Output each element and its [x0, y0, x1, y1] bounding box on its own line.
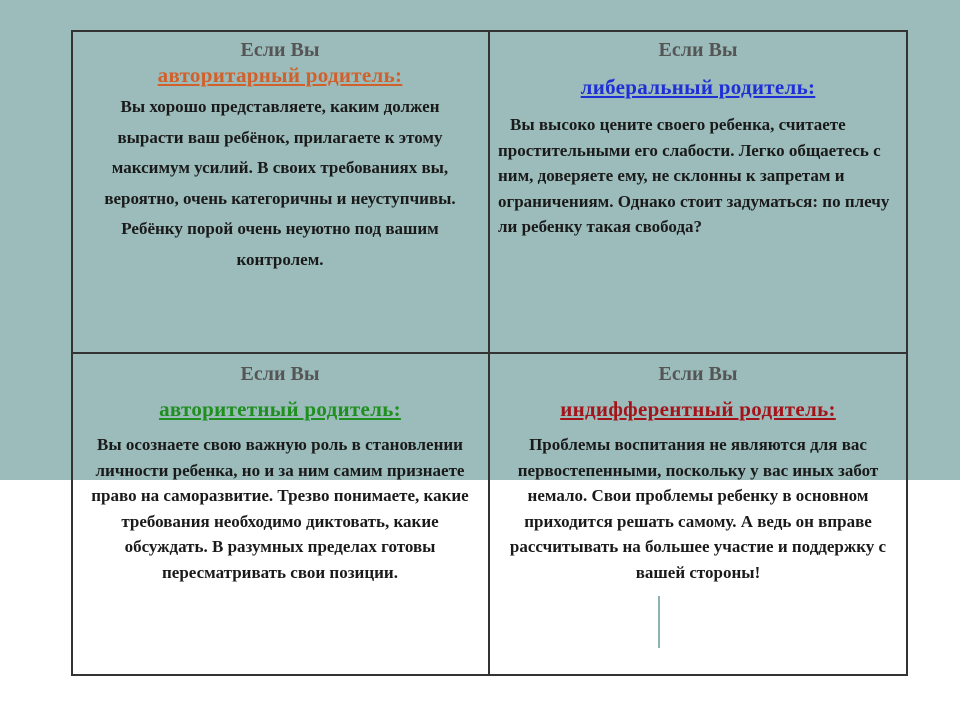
table-horizontal-divider [71, 352, 908, 354]
cell-description: Проблемы воспитания не являются для вас первостепенными, поскольку у вас иных забот немало. Свои проблемы ребенку в основном приходится решать самому. А ведь он вправе рассчитывать на большее участие и поддержку с вашей стороны! [509, 435, 887, 582]
cell-description: Вы осознаете свою важную роль в становлении личности ребенка, но и за ним самим признаете право на саморазвитие. Трезво понимаете, какие требования необходимо диктовать, какие обсуждать. В разумных пределах готовы пересматривать свои позиции. [91, 435, 469, 582]
cell-intro: Если Вы [240, 363, 320, 385]
cell-authoritative-parent [75, 362, 485, 585]
cell-intro: Если Вы [658, 363, 738, 385]
cell-intro: Если Вы [240, 39, 320, 61]
cell-description: Вы хорошо представляете, каким должен вырасти ваш ребёнок, прилагаете к этому максимум усилий. В своих требованиях вы, вероятно, очень категоричны и неуступчивы. Ребёнку порой очень неуютно под вашим контролем. [104, 97, 456, 269]
cell-liberal-parent [492, 38, 904, 240]
parent-type-title: авторитарный родитель: [157, 63, 403, 87]
parent-type-title: либеральный родитель: [580, 75, 816, 99]
cell-authoritarian-parent [75, 38, 485, 275]
parent-type-title: индифферентный родитель: [560, 397, 836, 421]
decorative-line [658, 596, 660, 648]
cell-description: Вы высоко цените своего ребенка, считаете простительными его слабости. Легко общаетесь с ним, доверяете ему, не склонны к запретам и ограничениям. Однако стоит задуматься: по плечу ли ребенку такая свобода? [498, 115, 890, 236]
cell-indifferent-parent [492, 362, 904, 585]
parent-type-title: авторитетный родитель: [159, 397, 401, 421]
cell-intro: Если Вы [658, 39, 738, 61]
